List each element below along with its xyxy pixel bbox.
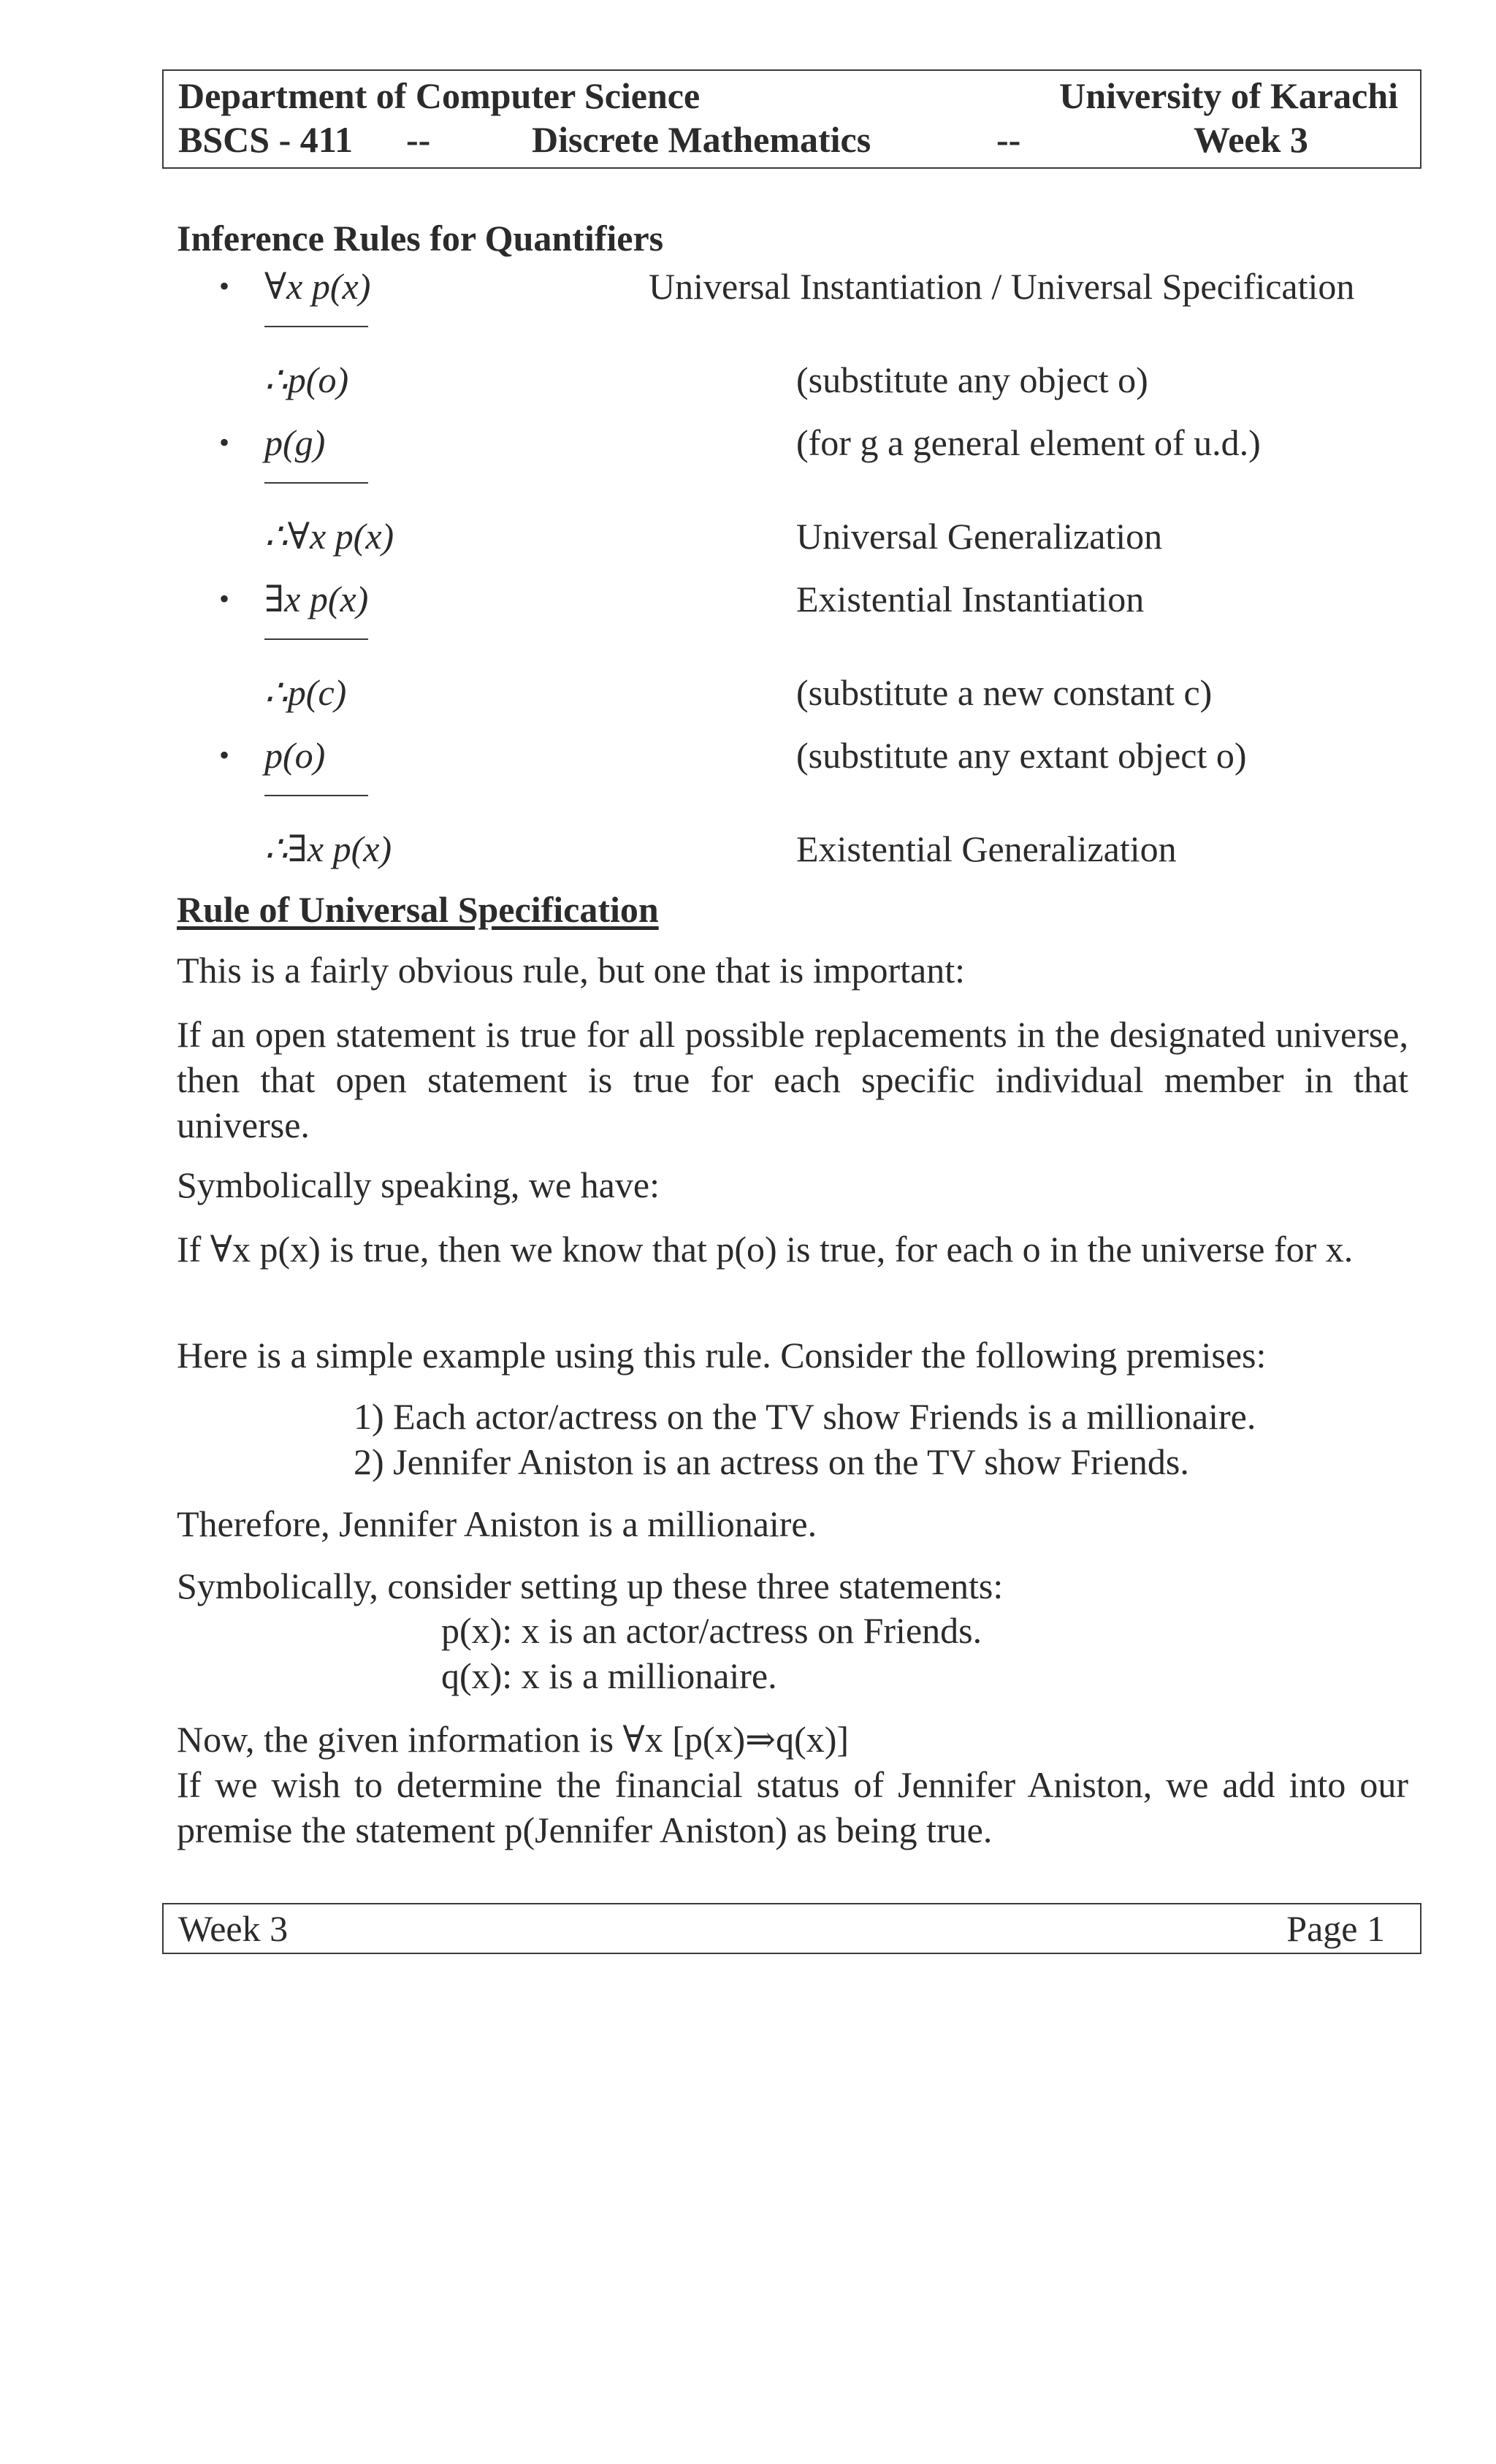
rule-conclusion-note: Universal Generalization bbox=[796, 516, 1163, 557]
page-footer bbox=[162, 1903, 1421, 1954]
inference-title: Inference Rules for Quantifiers bbox=[177, 218, 664, 259]
statement-item: p(x): x is an actor/actress on Friends. bbox=[441, 1610, 982, 1651]
rule-premise-note: (substitute any extant object o) bbox=[796, 735, 1247, 776]
paragraph: Symbolically, consider setting up these three statements: bbox=[177, 1565, 1004, 1606]
header-separator: -- bbox=[406, 119, 431, 160]
rule-conclusion-note: (substitute any object o) bbox=[796, 359, 1148, 400]
rule-premise: ∀x p(x) bbox=[264, 266, 371, 307]
week-label: Week 3 bbox=[1194, 119, 1308, 160]
rule-conclusion: ∴∀x p(x) bbox=[264, 516, 394, 557]
paragraph: If we wish to determine the financial status of Jennifer Aniston, we add into our premise the statement p(Jennifer Aniston) as being true. bbox=[177, 1764, 1408, 1850]
course-name: Discrete Mathematics bbox=[532, 119, 871, 160]
paragraph: If ∀x p(x) is true, then we know that p(o) is true, for each o in the universe for x. bbox=[177, 1229, 1354, 1270]
header-separator: -- bbox=[996, 119, 1021, 160]
premise-item: 2) Jennifer Aniston is an actress on the TV show Friends. bbox=[354, 1441, 1189, 1482]
rule-line bbox=[264, 326, 368, 327]
statement-item: q(x): x is a millionaire. bbox=[441, 1655, 777, 1696]
rule-premise: p(o) bbox=[264, 735, 326, 776]
premise-item: 1) Each actor/actress on the TV show Friends is a millionaire. bbox=[354, 1396, 1256, 1437]
rule-line bbox=[264, 638, 368, 640]
paragraph: Here is a simple example using this rule. Consider the following premises: bbox=[177, 1335, 1267, 1376]
rule-conclusion-note: Existential Generalization bbox=[796, 828, 1177, 869]
bullet: • bbox=[219, 739, 230, 771]
rule-premise-note: (for g a general element of u.d.) bbox=[796, 422, 1261, 463]
rule-premise: p(g) bbox=[264, 422, 326, 463]
university-name: University of Karachi bbox=[1059, 75, 1398, 116]
rule-line bbox=[264, 795, 368, 796]
section-heading: Rule of Universal Specification bbox=[177, 889, 659, 930]
header-line-1 bbox=[178, 74, 1398, 118]
course-code: BSCS - 411 bbox=[178, 119, 353, 160]
page-number: Page 1 bbox=[1286, 1908, 1385, 1949]
paragraph: Therefore, Jennifer Aniston is a millionaire. bbox=[177, 1503, 817, 1544]
rule-conclusion: ∴∃x p(x) bbox=[264, 828, 392, 869]
header-line-2 bbox=[178, 118, 1398, 161]
paragraph: This is a fairly obvious rule, but one that is important: bbox=[177, 950, 966, 991]
bullet: • bbox=[219, 426, 230, 459]
rule-premise-note: Universal Instantiation / Universal Specification bbox=[649, 266, 1355, 307]
page-header bbox=[162, 69, 1421, 169]
rule-line bbox=[264, 482, 368, 484]
paragraph: Now, the given information is ∀x [p(x)⇒q(x)] bbox=[177, 1719, 850, 1760]
bullet: • bbox=[219, 582, 230, 615]
rule-premise-note: Existential Instantiation bbox=[796, 579, 1145, 619]
footer-week: Week 3 bbox=[178, 1908, 289, 1949]
rule-conclusion: ∴p(o) bbox=[264, 359, 349, 400]
department-name: Department of Computer Science bbox=[178, 75, 701, 116]
bullet: • bbox=[219, 270, 230, 302]
rule-premise: ∃x p(x) bbox=[264, 579, 369, 619]
rule-conclusion: ∴p(c) bbox=[264, 672, 347, 713]
paragraph: Symbolically speaking, we have: bbox=[177, 1164, 660, 1205]
paragraph: If an open statement is true for all possible replacements in the designated universe, then that open statement is true for each specific individual member in that universe. bbox=[177, 1014, 1408, 1145]
rule-conclusion-note: (substitute a new constant c) bbox=[796, 672, 1213, 713]
